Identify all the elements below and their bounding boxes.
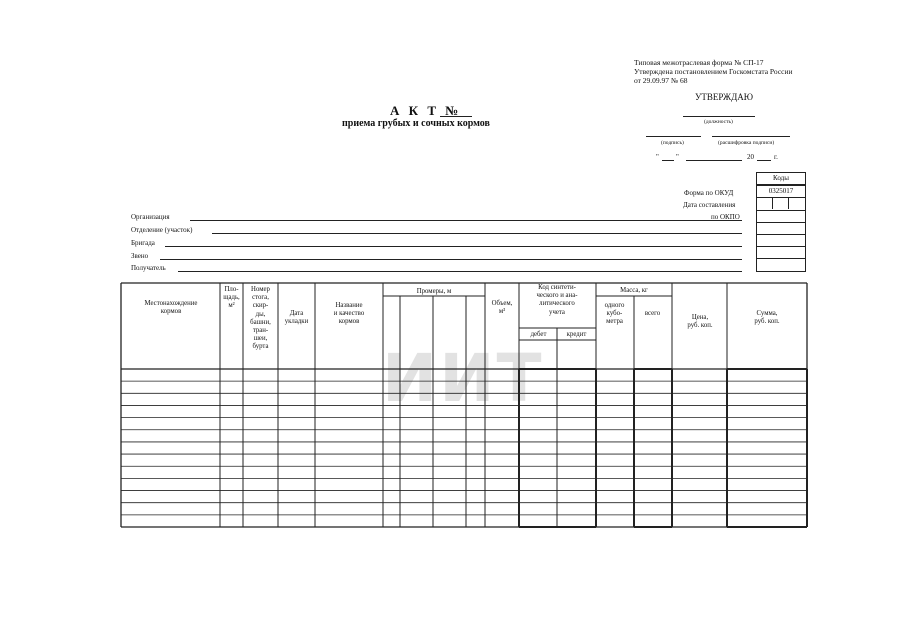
act-title: А К Т № (390, 103, 462, 118)
okud-label: Форма по ОКУД (684, 189, 734, 197)
form-line-3: от 29.09.97 № 68 (634, 76, 688, 85)
col-stack-number: Номер стога, скир- ды, башни, тран- шеи, бурта (250, 286, 271, 351)
okpo-label: по ОКПО (711, 213, 740, 221)
col-location: Местонахождение кормов (144, 300, 198, 316)
field-receiver-label: Получатель (131, 264, 166, 272)
year-suffix: г. (774, 153, 778, 161)
form-line-2: Утверждена постановлением Госкомстата России (634, 67, 793, 76)
col-measurements: Промеры, м (416, 288, 452, 295)
field-department-label: Отделение (участок) (131, 226, 193, 234)
codes-header: Коды (757, 173, 805, 185)
col-date: Дата укладки (284, 310, 309, 326)
watermark-logo: ИИТ (382, 340, 544, 417)
form-line-1: Типовая межотраслевая форма № СП-17 (634, 58, 764, 67)
col-feed-name: Название и качество кормов (333, 302, 365, 326)
field-link-label: Звено (131, 252, 149, 260)
signature-hint: (подпись) (661, 140, 684, 146)
approve-label: УТВЕРЖДАЮ (695, 92, 754, 102)
col-account-code: Код синтети- ческого и ана- литического учета (536, 284, 578, 316)
okud-value: 0325017 (756, 185, 806, 198)
decode-hint: (расшифровка подписи) (718, 140, 775, 146)
col-debit: дебет (530, 331, 547, 338)
col-credit: кредит (566, 331, 587, 338)
col-mass: Масса, кг (620, 287, 648, 294)
position-hint: (должность) (704, 119, 733, 125)
col-price: Цена, руб. коп. (687, 314, 713, 330)
col-volume: Объем, м³ (491, 300, 513, 316)
date-quote-open: " (656, 153, 659, 161)
field-organization-label: Организация (131, 213, 170, 221)
date-quote-close: " (676, 153, 679, 161)
col-sum: Сумма, руб. коп. (754, 310, 780, 326)
col-mass-total: всего (644, 310, 661, 317)
date-label: Дата составления (683, 201, 736, 209)
col-area: Пло- щадь, м² (223, 286, 240, 310)
act-subtitle: приема грубых и сочных кормов (342, 118, 490, 129)
year-prefix: 20 (747, 153, 754, 161)
field-brigade-label: Бригада (131, 239, 155, 247)
col-mass-per-m3: одного кубо- метра (604, 302, 625, 326)
